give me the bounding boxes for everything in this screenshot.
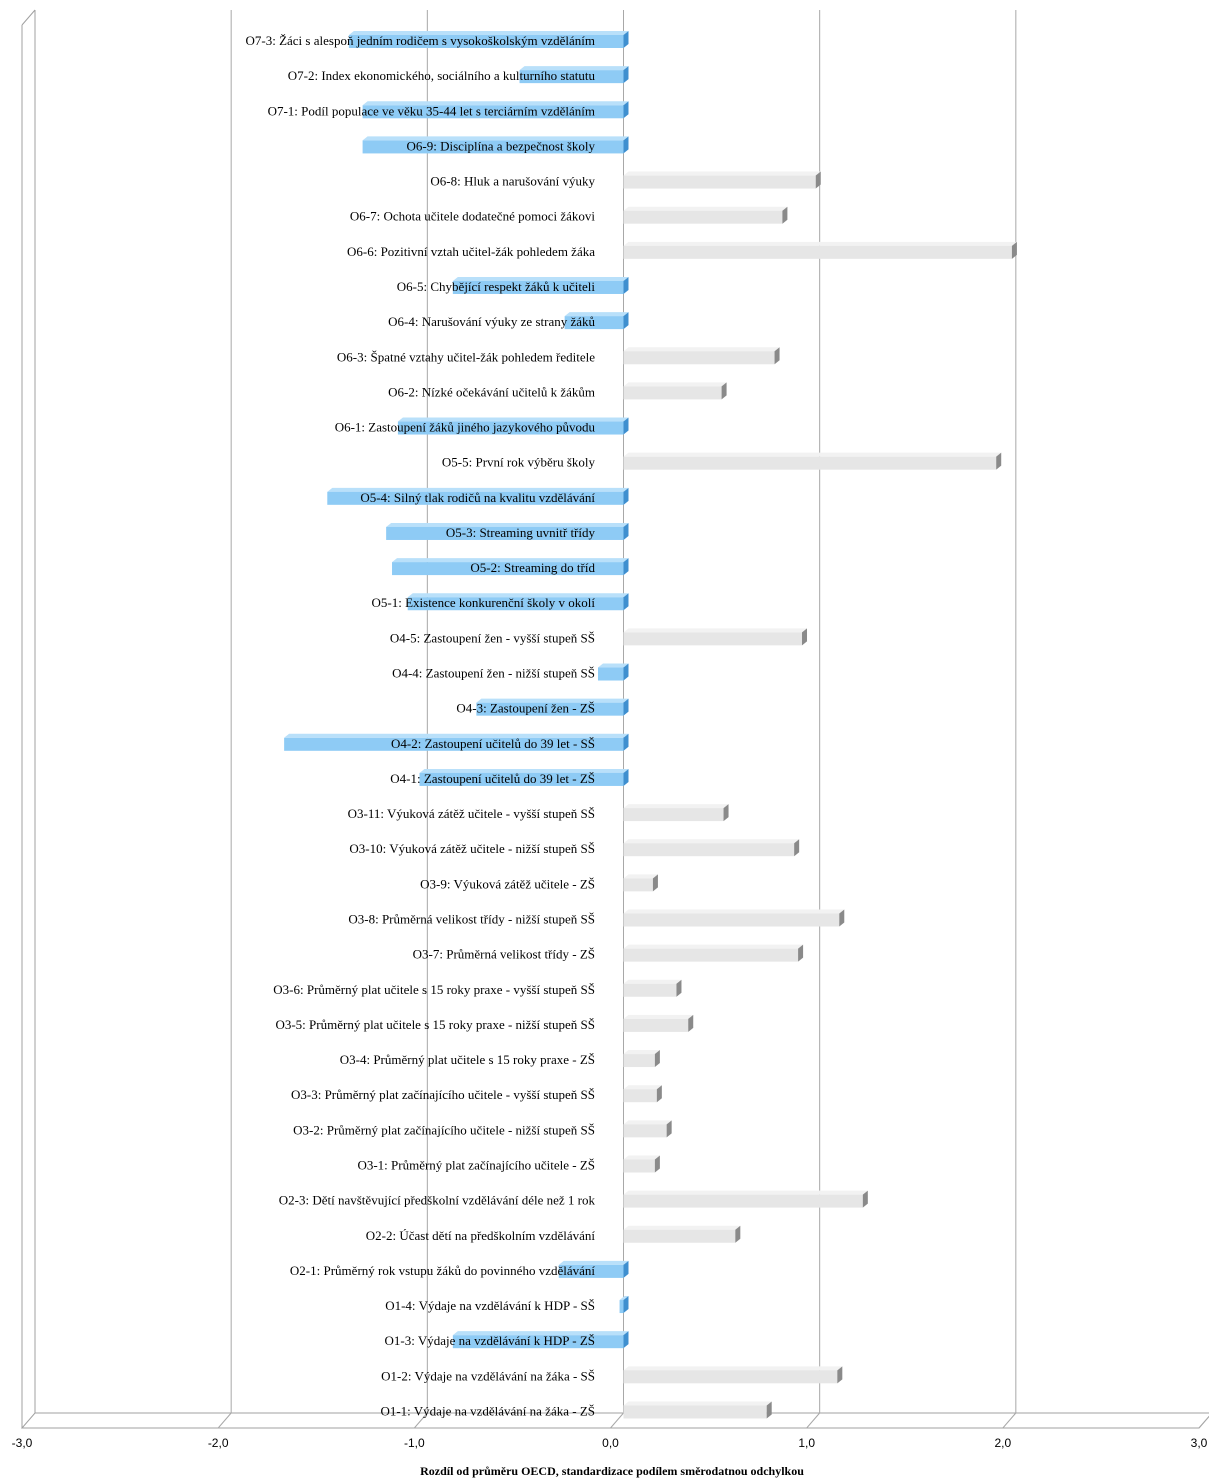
x-tick-label: -1,0	[403, 1436, 425, 1450]
category-label: O5-2: Streaming do tříd	[470, 560, 595, 576]
category-label: O6-9: Disciplína a bezpečnost školy	[406, 138, 595, 154]
category-label: O5-5: První rok výběru školy	[441, 454, 595, 470]
bars	[284, 31, 1017, 1418]
category-label: O7-3: Žáci s alespoň jedním rodičem s vysokoškolským vzděláním	[245, 33, 595, 48]
category-label: O2-2: Účast dětí na předškolním vzdělávání	[365, 1227, 595, 1243]
bar-front-face	[624, 386, 722, 399]
bar-front-face	[624, 176, 816, 189]
category-label: O1-4: Výdaje na vzdělávání k HDP - SŠ	[385, 1298, 595, 1314]
gridline-floor	[611, 1413, 624, 1428]
gridline-floor	[807, 1413, 820, 1428]
bar	[624, 1050, 660, 1067]
category-label: O3-3: Průměrný plat začínajícího učitele - vyšší stupeň SŠ	[291, 1087, 595, 1103]
bar-top-face	[624, 347, 780, 351]
bar-top-face	[624, 839, 800, 843]
bar	[624, 1191, 868, 1208]
gridline-floor	[1199, 1413, 1209, 1428]
category-label: O6-6: Pozitivní vztah učitel-žák pohledem žáka	[347, 243, 595, 259]
category-label: O2-3: Dětí navštěvující předškolní vzdělávání déle než 1 rok	[278, 1192, 595, 1208]
bar-front-face	[624, 1370, 838, 1383]
bar-top-face	[624, 1191, 868, 1195]
bar	[624, 347, 780, 364]
bar-front-face	[624, 1159, 655, 1172]
bar-top-face	[624, 980, 682, 984]
category-label: O4-1: Zastoupení učitelů do 39 let - ZŠ	[390, 770, 595, 786]
category-label: O6-7: Ochota učitele dodatečné pomoci žákovi	[349, 208, 595, 224]
bar	[598, 664, 629, 681]
bar-top-face	[624, 1366, 843, 1370]
category-label: O7-2: Index ekonomického, sociálního a kulturního statutu	[287, 68, 595, 84]
category-label: O2-1: Průměrný rok vstupu žáků do povinného vzdělávání	[289, 1262, 595, 1278]
category-label: O3-9: Výuková zátěž učitele - ZŠ	[420, 876, 595, 892]
bar-front-face	[624, 457, 997, 470]
bar-top-face	[624, 945, 804, 949]
bar-top-face	[624, 1050, 660, 1054]
bar	[624, 945, 804, 962]
category-label: O6-8: Hluk a narušování výuky	[430, 173, 595, 189]
bar-top-face	[624, 382, 727, 386]
category-label: O6-1: Zastoupení žáků jiného jazykového původu	[334, 419, 595, 435]
category-label: O4-2: Zastoupení učitelů do 39 let - SŠ	[390, 735, 595, 751]
category-label: O5-4: Silný tlak rodičů na kvalitu vzdělávání	[360, 489, 595, 505]
bar-front-face	[624, 351, 775, 364]
category-label: O3-5: Průměrný plat učitele s 15 roky praxe - nižší stupeň SŠ	[275, 1016, 595, 1032]
x-tick-label: -2,0	[207, 1436, 229, 1450]
bar	[624, 1366, 843, 1383]
bar	[624, 172, 821, 189]
bar-top-face	[624, 242, 1017, 246]
gridline-floor	[218, 1413, 231, 1428]
category-label: O3-1: Průměrný plat začínajícího učitele - ZŠ	[357, 1157, 595, 1173]
bar-front-face	[624, 984, 677, 997]
bar-front-face	[624, 1019, 689, 1032]
bar	[624, 1401, 772, 1418]
bar-front-face	[624, 211, 783, 224]
bar-top-face	[598, 664, 629, 668]
bar-front-face	[598, 668, 624, 681]
category-label: O3-11: Výuková zátěž učitele - vyšší stupeň SŠ	[347, 806, 595, 822]
category-label: O3-4: Průměrný plat učitele s 15 roky praxe - ZŠ	[339, 1052, 595, 1068]
category-label: O1-1: Výdaje na vzdělávání na žáka - ZŠ	[380, 1403, 595, 1419]
wall-side-top-edge	[22, 10, 35, 25]
category-label: O4-4: Zastoupení žen - nižší stupeň SŠ	[392, 665, 595, 681]
bar	[624, 910, 845, 927]
bar	[624, 1155, 660, 1172]
gridline-floor	[1003, 1413, 1016, 1428]
bar	[624, 1085, 662, 1102]
x-axis-title: Rozdíl od průměru OECD, standardizace podílem směrodatnou odchylkou	[420, 1464, 804, 1478]
bar-front-face	[624, 1054, 655, 1067]
bar-top-face	[624, 804, 729, 808]
category-label: O4-3: Zastoupení žen - ZŠ	[456, 700, 595, 716]
category-label: O3-2: Průměrný plat začínajícího učitele - nižší stupeň SŠ	[293, 1122, 595, 1138]
bar	[624, 874, 658, 891]
bar-front-face	[624, 878, 653, 891]
bar	[624, 1015, 694, 1032]
category-label: O1-2: Výdaje na vzdělávání na žáka - SŠ	[381, 1368, 595, 1384]
category-label: O6-4: Narušování výuky ze strany žáků	[388, 314, 595, 330]
bar	[624, 382, 727, 399]
bar-front-face	[624, 843, 795, 856]
x-tick-label: 2,0	[994, 1436, 1012, 1450]
category-label: O6-5: Chybějící respekt žáků k učiteli	[396, 278, 595, 294]
bar	[624, 980, 682, 997]
category-label: O5-3: Streaming uvnitř třídy	[445, 524, 595, 540]
category-label: O7-1: Podíl populace ve věku 35-44 let s terciárním vzděláním	[267, 103, 595, 119]
bar	[624, 1226, 741, 1243]
bar	[624, 628, 808, 645]
x-tick-label: 3,0	[1190, 1436, 1208, 1450]
bar-top-face	[624, 1120, 672, 1124]
bar-top-face	[624, 172, 821, 176]
bar-front-face	[624, 632, 803, 645]
bar-top-face	[624, 1085, 662, 1089]
category-label: O3-8: Průměrná velikost třídy - nižší stupeň SŠ	[348, 911, 595, 927]
bar-front-face	[624, 1405, 767, 1418]
plot-back-wall	[22, 10, 1209, 1428]
bar-top-face	[624, 910, 845, 914]
category-label: O5-1: Existence konkurenční školy v okolí	[371, 595, 595, 611]
bar-front-face	[620, 1300, 624, 1313]
bar	[624, 453, 1002, 470]
bar-front-face	[624, 914, 840, 927]
bar-top-face	[624, 207, 788, 211]
bar-front-face	[624, 808, 724, 821]
bar-top-face	[624, 628, 808, 632]
bar-top-face	[624, 874, 658, 878]
bar-front-face	[624, 1195, 863, 1208]
category-label: O3-6: Průměrný plat učitele s 15 roky praxe - vyšší stupeň SŠ	[273, 981, 595, 997]
bar	[624, 804, 729, 821]
bar-front-face	[624, 1230, 736, 1243]
x-tick-label: 0,0	[602, 1436, 619, 1450]
category-label: O4-5: Zastoupení žen - vyšší stupeň SŠ	[389, 630, 595, 646]
bar-front-face	[624, 246, 1012, 259]
bar-front-face	[624, 1089, 657, 1102]
x-tick-label: -3,0	[11, 1436, 33, 1450]
x-tick-labels	[12, 1436, 1208, 1450]
category-label: O3-7: Průměrná velikost třídy - ZŠ	[412, 946, 595, 962]
bar-front-face	[624, 1124, 667, 1137]
bar-top-face	[624, 453, 1002, 457]
bar-top-face	[624, 1401, 772, 1405]
bar	[624, 242, 1017, 259]
category-label: O6-3: Špatné vztahy učitel-žák pohledem ředitele	[336, 349, 595, 365]
bar	[624, 207, 788, 224]
bar	[620, 1296, 629, 1313]
plot-floor	[22, 1413, 1209, 1428]
bar-top-face	[624, 1155, 660, 1159]
bar-top-face	[624, 1226, 741, 1230]
x-tick-label: 1,0	[798, 1436, 816, 1450]
category-labels	[246, 33, 596, 1418]
bar-top-face	[624, 1015, 694, 1019]
bar-front-face	[624, 949, 799, 962]
category-label: O1-3: Výdaje na vzdělávání k HDP - ZŠ	[384, 1333, 595, 1349]
category-label: O3-10: Výuková zátěž učitele - nižší stupeň SŠ	[349, 841, 595, 857]
bar	[624, 839, 800, 856]
category-label: O6-2: Nízké očekávání učitelů k žákům	[388, 384, 595, 400]
bar	[624, 1120, 672, 1137]
